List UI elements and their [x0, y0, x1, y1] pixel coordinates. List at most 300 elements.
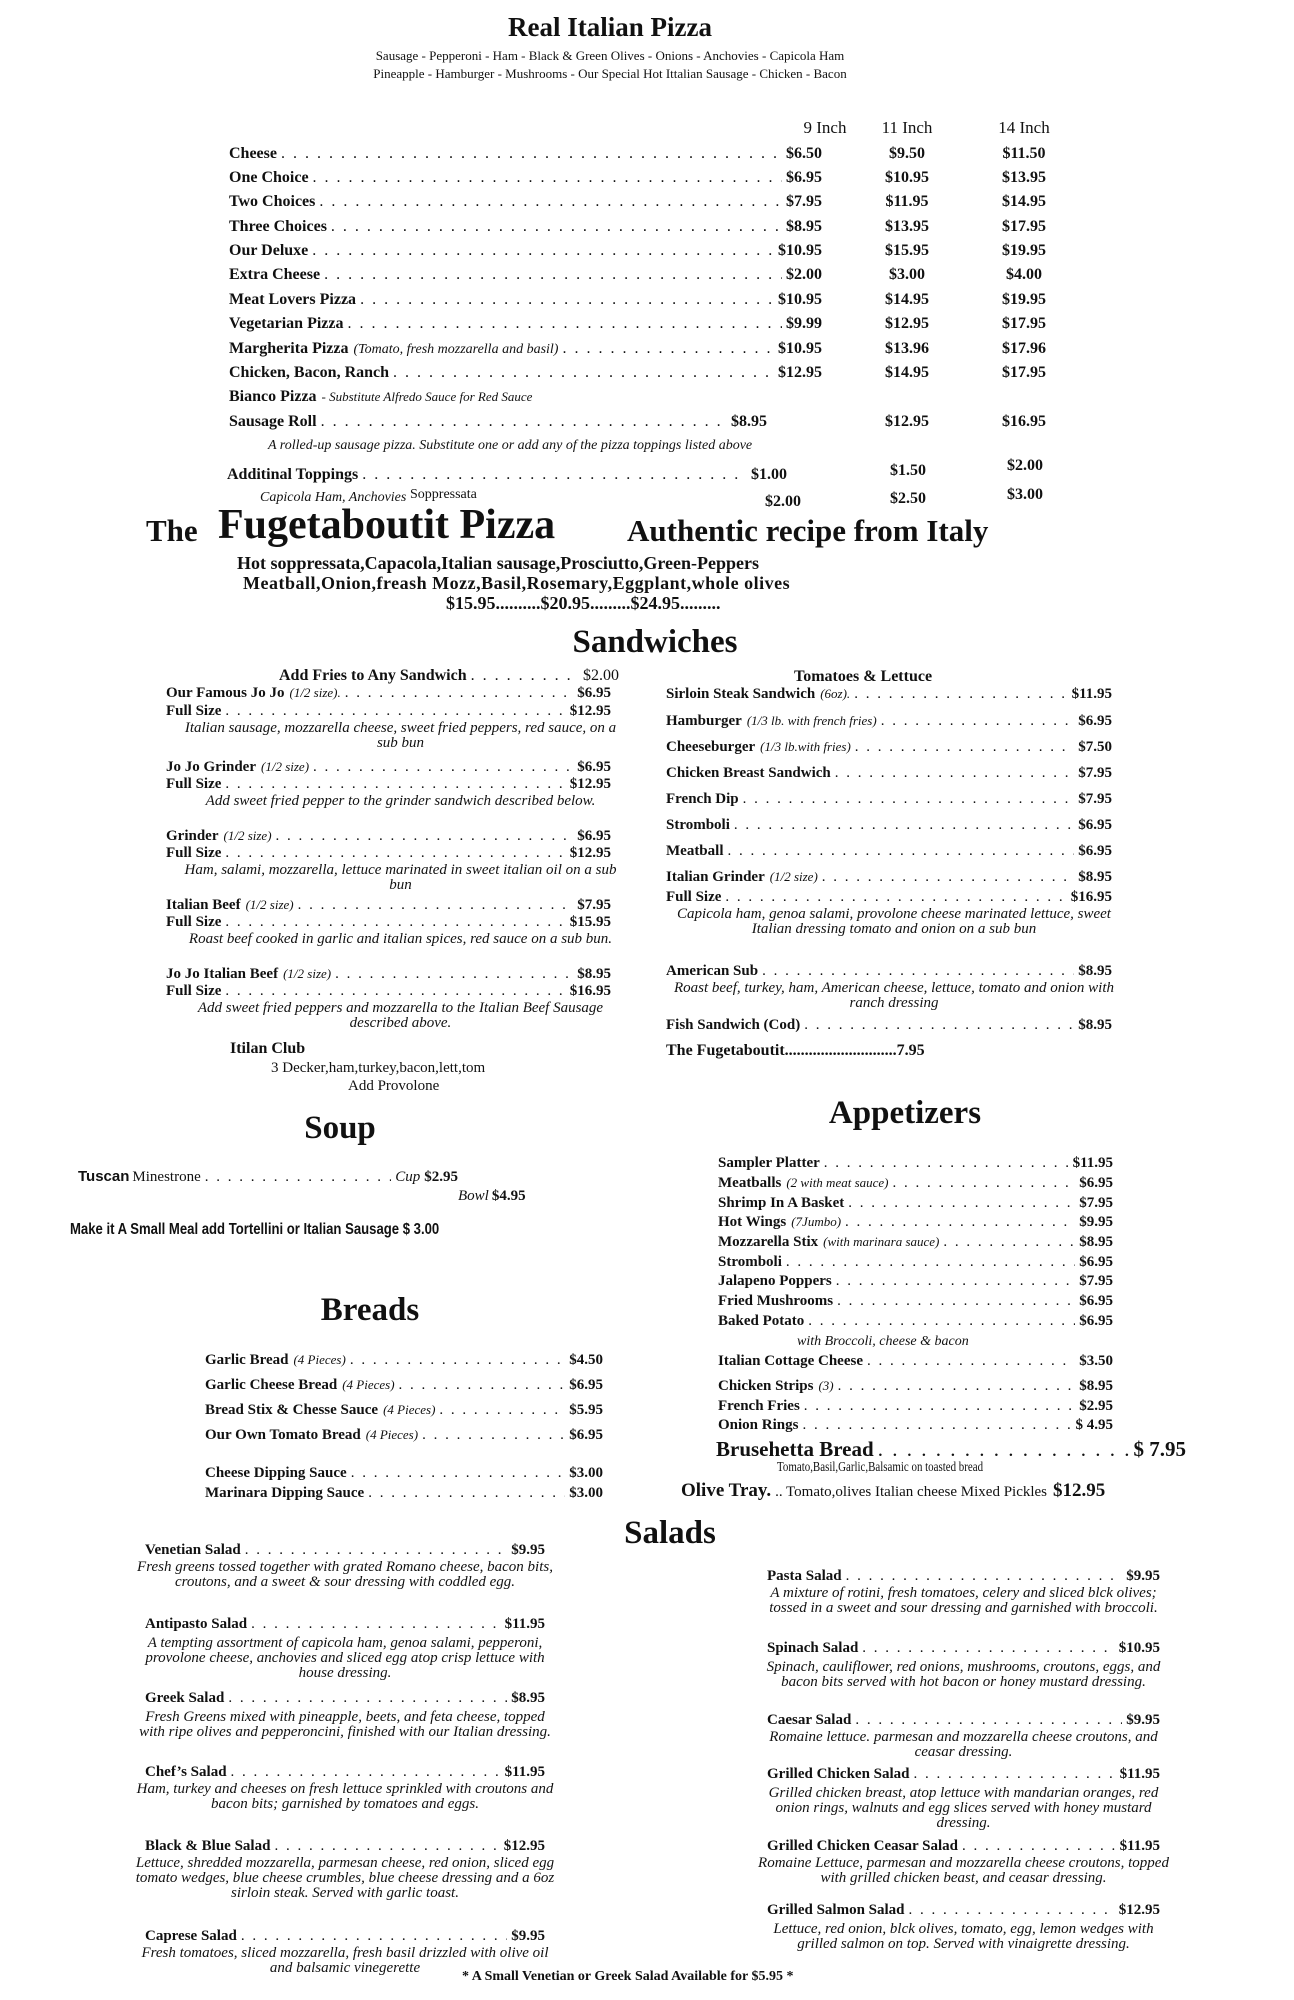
salad-footer-note: * A Small Venetian or Greek Salad Available for $5.95 *	[462, 1969, 794, 1984]
sandwich-row	[166, 845, 611, 862]
pizza-price: $14.95	[885, 291, 929, 308]
sandwich-row	[166, 983, 611, 1000]
olive-tray-desc: .. Tomato,olives Italian cheese Mixed Pickles	[775, 1484, 1048, 1500]
item-price: $6.95	[1079, 1175, 1113, 1191]
leader-dots	[893, 1175, 1076, 1192]
leader-dots	[848, 1195, 1075, 1212]
appetizer-row	[718, 1214, 1113, 1231]
sandwiches-title: Sandwiches	[572, 624, 738, 660]
leader-dots	[245, 1542, 508, 1559]
leader-dots	[471, 667, 579, 685]
pizza-price: $14.95	[885, 364, 929, 381]
item-price: $12.95	[1118, 1902, 1160, 1918]
sandwich-row	[666, 817, 1112, 834]
salad-row	[145, 1764, 545, 1781]
sandwich-description: Ham, salami, mozzarella, lettuce marinated in sweet italian oil on a sub bun	[184, 862, 617, 893]
item-name: Grilled Salmon Salad	[767, 1902, 905, 1918]
item-price: $12.95	[778, 364, 822, 381]
soup-title: Soup	[304, 1110, 376, 1146]
menu-title: Real Italian Pizza	[508, 12, 712, 42]
item-name: Our Famous Jo Jo	[166, 685, 285, 701]
appetizer-row	[718, 1234, 1113, 1251]
pizza-row	[229, 364, 822, 382]
leader-dots	[312, 242, 774, 260]
item-note: (1/3 lb. with french fries)	[746, 713, 877, 728]
item-price: $10.95	[778, 291, 822, 308]
item-name: Garlic Cheese Bread	[205, 1377, 338, 1393]
item-name: Grinder	[166, 828, 219, 844]
sausage-roll-desc: A rolled-up sausage pizza. Substitute one or add any of the pizza toppings listed above	[268, 438, 753, 453]
item-price: $11.95	[504, 1764, 545, 1780]
leader-dots	[225, 845, 565, 862]
item-price: $9.99	[786, 315, 822, 332]
item-name: French Dip	[666, 791, 739, 807]
baked-potato-desc: with Broccoli, cheese & bacon	[797, 1334, 969, 1349]
bianco-note: - Substitute Alfredo Sauce for Red Sauce	[321, 389, 533, 404]
sandwich-row	[166, 966, 611, 983]
item-price: $8.95	[577, 966, 611, 982]
leader-dots	[943, 1234, 1075, 1251]
pizza-size-header: 11 Inch	[881, 118, 933, 137]
appetizer-row	[718, 1378, 1113, 1395]
item-name: Full Size	[666, 889, 722, 905]
item-price: $8.95	[786, 218, 822, 235]
olive-tray-name: Olive Tray.	[681, 1480, 772, 1501]
item-price: $6.95	[1079, 1254, 1113, 1270]
leader-dots	[422, 1427, 565, 1444]
soup-cup-price: $2.95	[424, 1169, 458, 1185]
item-name: Sampler Platter	[718, 1155, 820, 1171]
item-name: Three Choices	[229, 218, 327, 235]
leader-dots	[743, 791, 1075, 808]
bruschetta-name: Brusehetta Bread	[716, 1437, 874, 1461]
leader-dots	[878, 1437, 1130, 1462]
premium-topping-price-14: $3.00	[1007, 486, 1043, 503]
soppressata-note: Soppressata	[410, 487, 477, 502]
soup-tuscan: Tuscan	[78, 1168, 130, 1185]
fugetaboutit-ingredients-2: Meatball,Onion,freash Mozz,Basil,Rosemary,Eggplant,whole olives	[243, 573, 791, 593]
item-name: Fish Sandwich (Cod)	[666, 1017, 801, 1033]
pizza-row	[229, 242, 822, 260]
item-name: Venetian Salad	[145, 1542, 241, 1558]
sandwich-row	[666, 739, 1112, 756]
bruschetta-price: $ 7.95	[1133, 1437, 1186, 1461]
item-name: Spinach Salad	[767, 1640, 859, 1656]
item-name: Italian Grinder	[666, 869, 765, 885]
add-fries-price: $2.00	[583, 667, 619, 684]
leader-dots	[862, 1640, 1114, 1657]
item-price: $16.95	[1070, 889, 1112, 905]
item-note: (4 Pieces)	[383, 1402, 436, 1417]
salad-description: Lettuce, shredded mozzarella, parmesan cheese, red onion, sliced egg tomato wedges, blue cheese crumbles, blue cheese dressing and a 6oz sirloin steak. Served with garlic toast.	[135, 1855, 555, 1901]
item-note: (Tomato, fresh mozzarella and basil)	[353, 342, 559, 357]
soup-cup-label: Cup	[395, 1169, 421, 1185]
item-note: (2 with meat sauce)	[786, 1175, 889, 1190]
item-price: $12.95	[569, 845, 611, 861]
item-price: $16.95	[569, 983, 611, 999]
leader-dots	[854, 686, 1067, 703]
item-note: (with marinara sauce)	[823, 1234, 940, 1249]
salad-description: A mixture of rotini, fresh tomatoes, celery and sliced blck olives; tossed in a sweet and sour dressing and garnished with broccoli.	[769, 1585, 1158, 1616]
leader-dots	[205, 1169, 392, 1186]
pizza-price: $13.95	[885, 218, 929, 235]
item-price: $6.50	[786, 145, 822, 162]
salad-row	[767, 1568, 1160, 1585]
item-note: (4 Pieces)	[365, 1427, 419, 1442]
pizza-size-header: 9 Inch	[803, 118, 847, 137]
item-name: Chicken Breast Sandwich	[666, 765, 831, 781]
leader-dots	[562, 340, 774, 358]
item-note: (1/2 size)	[769, 869, 818, 884]
soup-row	[78, 1168, 458, 1186]
item-name: Extra Cheese	[229, 266, 321, 283]
appetizer-row	[718, 1254, 1113, 1271]
leader-dots	[838, 1378, 1076, 1395]
item-name: Meatballs	[718, 1175, 782, 1191]
salad-description: Romaine lettuce. parmesan and mozzarella cheese croutons, and ceasar dressing.	[769, 1729, 1158, 1760]
item-price: $8.95	[1078, 869, 1112, 885]
fugetaboutit-prices: $15.95..........$20.95.........$24.95.........	[446, 593, 721, 613]
item-price: $10.95	[778, 340, 822, 357]
appetizer-row	[718, 1273, 1113, 1290]
item-price: $6.95	[1078, 843, 1112, 859]
pizza-price: $3.00	[889, 266, 925, 283]
item-note: (4 Pieces)	[342, 1377, 395, 1392]
salad-row	[767, 1640, 1160, 1657]
salads-title: Salads	[624, 1515, 716, 1551]
sausage-roll-price-9: $8.95	[731, 413, 767, 430]
sandwich-description: Roast beef, turkey, ham, American cheese, lettuce, tomato and onion with ranch dressing	[673, 980, 1115, 1011]
itilan-club-line-1: 3 Decker,ham,turkey,bacon,lett,tom	[271, 1060, 486, 1076]
pizza-row	[229, 193, 822, 211]
bianco-pizza	[229, 388, 532, 406]
sausage-roll-row	[229, 413, 767, 431]
item-price: $9.95	[1079, 1214, 1113, 1230]
item-name: Our Deluxe	[229, 242, 309, 259]
leader-dots	[274, 1838, 499, 1855]
add-fries-label: Add Fries to Any Sandwich	[279, 667, 467, 684]
item-name: Full Size	[166, 845, 222, 861]
sandwich-description: Add sweet fried peppers and mozzarella to the Italian Beef Sausage described above.	[197, 1000, 604, 1031]
item-name: Cheeseburger	[666, 739, 756, 755]
salad-row	[145, 1542, 545, 1559]
leader-dots	[855, 1712, 1122, 1729]
item-price: $6.95	[577, 759, 611, 775]
sandwich-row	[666, 791, 1112, 808]
leader-dots	[808, 1313, 1075, 1330]
bianco-name: Bianco Pizza	[229, 388, 317, 405]
pizza-price: $13.95	[1002, 169, 1046, 186]
item-price: $6.95	[1079, 1293, 1113, 1309]
leader-dots	[962, 1838, 1116, 1855]
salad-description: Fresh tomatoes, sliced mozzarella, fresh basil drizzled with olive oil and balsamic vinegerette	[141, 1945, 549, 1976]
leader-dots	[281, 145, 782, 163]
leader-dots	[881, 713, 1075, 730]
salad-description: Fresh Greens mixed with pineapple, beets, and feta cheese, topped with ripe olives and pepperoncini, finished with our Italian dressing.	[139, 1709, 551, 1740]
leader-dots	[313, 169, 782, 187]
leader-dots	[319, 193, 782, 211]
soup-bowl-label: Bowl	[458, 1188, 489, 1204]
leader-dots	[909, 1902, 1115, 1919]
pizza-price: $11.50	[1002, 145, 1046, 162]
salad-row	[145, 1690, 545, 1707]
appetizer-row	[718, 1195, 1113, 1212]
item-price: $6.95	[569, 1377, 603, 1393]
sandwich-row	[166, 828, 611, 845]
item-price: $6.95	[1078, 817, 1112, 833]
item-name: Vegetarian Pizza	[229, 315, 344, 332]
item-price: $8.95	[1079, 1378, 1113, 1394]
pizza-price: $19.95	[1002, 291, 1046, 308]
leader-dots	[845, 1214, 1075, 1231]
item-name: Baked Potato	[718, 1313, 805, 1329]
additional-toppings-name: Additinal Toppings	[227, 466, 359, 483]
item-price: $6.95	[1079, 1313, 1113, 1329]
leader-dots	[298, 897, 574, 914]
item-price: $9.95	[1126, 1568, 1160, 1584]
pizza-price: $9.50	[889, 145, 925, 162]
bread-row	[205, 1377, 603, 1394]
sandwich-row	[166, 776, 611, 793]
leader-dots	[347, 315, 782, 333]
appetizer-row	[718, 1313, 1113, 1330]
item-name: Jo Jo Grinder	[166, 759, 256, 775]
leader-dots	[231, 1764, 501, 1781]
sandwich-row	[666, 1017, 1112, 1034]
item-name: Full Size	[166, 703, 222, 719]
item-price: $12.95	[503, 1838, 545, 1854]
item-price: $7.95	[1079, 1273, 1113, 1289]
item-name: Jo Jo Italian Beef	[166, 966, 279, 982]
item-price: $15.95	[569, 914, 611, 930]
leader-dots	[313, 759, 573, 776]
leader-dots	[837, 1293, 1075, 1310]
fugetaboutit-tagline: Authentic recipe from Italy	[627, 513, 989, 548]
pizza-row	[229, 266, 822, 284]
leader-dots	[439, 1402, 565, 1419]
item-price: $8.95	[1079, 1234, 1113, 1250]
item-name: Hamburger	[666, 713, 742, 729]
leader-dots	[225, 983, 565, 1000]
item-note: (6oz).	[820, 686, 851, 701]
item-note: (1/2 size)	[245, 897, 294, 912]
item-name: American Sub	[666, 963, 759, 979]
leader-dots	[824, 1155, 1069, 1172]
leader-dots	[228, 1690, 507, 1707]
leader-dots	[345, 685, 573, 702]
itilan-club-line-2: Add Provolone	[348, 1078, 440, 1094]
pizza-price: $4.00	[1006, 266, 1042, 283]
leader-dots	[225, 914, 565, 931]
leader-dots	[802, 1417, 1071, 1434]
item-price: $12.95	[569, 776, 611, 792]
appetizer-row	[718, 1417, 1113, 1434]
item-price: $11.95	[1119, 1838, 1160, 1854]
item-name: Chicken, Bacon, Ranch	[229, 364, 390, 381]
leader-dots	[360, 291, 774, 309]
leader-dots	[855, 739, 1074, 756]
item-price: $ 4.95	[1075, 1417, 1113, 1433]
leader-dots	[762, 963, 1074, 980]
toppings-line-1: Sausage - Pepperoni - Ham - Black & Green Olives - Onions - Anchovies - Capicola Ham	[375, 48, 845, 63]
bread-row	[205, 1485, 603, 1502]
item-price: $8.95	[1078, 963, 1112, 979]
item-name: Meatball	[666, 843, 724, 859]
fugetaboutit-sandwich: The Fugetaboutit............................7.95	[666, 1042, 925, 1059]
item-name: Stromboli	[718, 1254, 782, 1270]
pizza-price: $17.95	[1002, 218, 1046, 235]
leader-dots	[251, 1616, 500, 1633]
sandwich-row	[166, 897, 611, 914]
olive-tray-row	[681, 1480, 1105, 1502]
item-price: $10.95	[1118, 1640, 1160, 1656]
item-price: $9.95	[511, 1542, 545, 1558]
item-price: $3.00	[569, 1485, 603, 1501]
leader-dots	[276, 828, 574, 845]
item-name: Italian Cottage Cheese	[718, 1353, 863, 1369]
toppings-line-2: Pineapple - Hamburger - Mushrooms - Our Special Hot Ittalian Sausage - Chicken - Bacon	[373, 66, 847, 81]
sandwich-row	[666, 889, 1112, 906]
fugetaboutit-ingredients-1: Hot soppressata,Capacola,Italian sausage,Prosciutto,Green-Peppers	[237, 553, 759, 573]
item-note: (4 Pieces)	[293, 1352, 346, 1367]
item-price: $7.95	[786, 193, 822, 210]
item-name: French Fries	[718, 1398, 800, 1414]
item-name: Black & Blue Salad	[145, 1838, 271, 1854]
item-price: $6.95	[786, 169, 822, 186]
item-price: $11.95	[504, 1616, 545, 1632]
item-name: Mozzarella Stix	[718, 1234, 819, 1250]
item-name: Garlic Bread	[205, 1352, 289, 1368]
item-price: $6.95	[1078, 713, 1112, 729]
item-price: $2.00	[786, 266, 822, 283]
item-name: Stromboli	[666, 817, 730, 833]
leader-dots	[786, 1254, 1075, 1271]
sandwich-row	[666, 869, 1112, 886]
pizza-price: $14.95	[1002, 193, 1046, 210]
appetizer-row	[718, 1398, 1113, 1415]
item-note: (1/2 size)	[223, 828, 272, 843]
salad-row	[767, 1766, 1160, 1783]
item-note: (3)	[818, 1378, 834, 1393]
pizza-row	[229, 218, 822, 236]
item-price: $7.95	[1078, 765, 1112, 781]
itilan-club-name: Itilan Club	[230, 1040, 306, 1057]
leader-dots	[350, 1352, 565, 1369]
sandwich-row	[166, 759, 611, 776]
item-name: Grilled Chicken Salad	[767, 1766, 910, 1782]
salad-description: Romaine Lettuce, parmesan and mozzarella cheese croutons, topped with grilled chicken beast, and ceasar dressing.	[758, 1855, 1169, 1886]
additional-toppings-price-14: $2.00	[1007, 457, 1043, 474]
olive-tray-price: $12.95	[1053, 1480, 1106, 1501]
item-price: $7.95	[1079, 1195, 1113, 1211]
leader-dots	[846, 1568, 1123, 1585]
item-name: Onion Rings	[718, 1417, 799, 1433]
sandwich-row	[666, 713, 1112, 730]
item-price: $3.00	[569, 1465, 603, 1481]
item-name: Chef’s Salad	[145, 1764, 227, 1780]
fugetaboutit-name: Fugetaboutit Pizza	[218, 502, 556, 548]
item-price: $7.50	[1078, 739, 1112, 755]
item-price: $2.95	[1079, 1398, 1113, 1414]
leader-dots	[335, 966, 573, 983]
bread-row	[205, 1427, 603, 1444]
leader-dots	[225, 703, 565, 720]
item-name: Caprese Salad	[145, 1928, 237, 1944]
leader-dots	[399, 1377, 566, 1394]
item-name: Full Size	[166, 914, 222, 930]
leader-dots	[728, 843, 1075, 860]
item-name: Hot Wings	[718, 1214, 787, 1230]
soup-name: Minestrone	[132, 1169, 201, 1185]
bread-row	[205, 1402, 603, 1419]
item-price: $7.95	[577, 897, 611, 913]
bruschetta-row	[716, 1437, 1186, 1462]
sandwich-description: Add sweet fried pepper to the grinder sandwich described below.	[205, 793, 596, 809]
item-price: $6.95	[569, 1427, 603, 1443]
pizza-row	[229, 340, 822, 358]
salad-description: Grilled chicken breast, atop lettuce with mandarian oranges, red onion rings, walnuts and egg slices served with honey mustard dressing.	[768, 1785, 1159, 1831]
leader-dots	[734, 817, 1074, 834]
bread-row	[205, 1352, 603, 1369]
pizza-price: $15.95	[885, 242, 929, 259]
item-name: Sirloin Steak Sandwich	[666, 686, 816, 702]
item-note: (1/3 lb.with fries)	[760, 739, 851, 754]
pizza-price: $17.95	[1002, 364, 1046, 381]
additional-toppings-price-9: $1.00	[751, 466, 787, 483]
leader-dots	[368, 1485, 565, 1502]
tomatoes-lettuce: Tomatoes & Lettuce	[794, 668, 933, 685]
item-name: Cheese Dipping Sauce	[205, 1465, 347, 1481]
sandwich-row	[166, 685, 611, 702]
item-name: Chicken Strips	[718, 1378, 814, 1394]
add-fries-row	[279, 667, 619, 685]
salad-row	[767, 1838, 1160, 1855]
sandwich-row	[666, 843, 1112, 860]
pizza-price: $17.95	[1002, 315, 1046, 332]
appetizer-row	[718, 1175, 1113, 1192]
item-price: $4.50	[569, 1352, 603, 1368]
salad-description: A tempting assortment of capicola ham, genoa salami, pepperoni, provolone cheese, anchovies and sliced egg atop crisp lettuce with house dressing.	[145, 1635, 545, 1681]
sandwich-row	[166, 703, 611, 720]
item-name: Meat Lovers Pizza	[229, 291, 357, 308]
item-name: Shrimp In A Basket	[718, 1195, 845, 1211]
sandwich-description: Italian sausage, mozzarella cheese, sweet fried peppers, red sauce, on a sub bun	[184, 720, 617, 751]
leader-dots	[725, 889, 1066, 906]
salad-row	[767, 1712, 1160, 1729]
item-price: $7.95	[1078, 791, 1112, 807]
item-name: Caesar Salad	[767, 1712, 852, 1728]
pizza-price: $19.95	[1002, 242, 1046, 259]
item-price: $12.95	[569, 703, 611, 719]
appetizer-row	[718, 1155, 1113, 1172]
item-note: (1/2 size)	[283, 966, 332, 981]
sandwich-description: Capicola ham, genoa salami, provolone cheese marinated lettuce, sweet Italian dressing tomato and onion on a sub bun	[677, 906, 1111, 937]
item-name: Greek Salad	[145, 1690, 225, 1706]
appetizer-row	[718, 1353, 1113, 1370]
salad-description: Spinach, cauliflower, red onions, mushrooms, croutons, eggs, and bacon bits served with hot bacon or honey mustard dressing.	[766, 1659, 1161, 1690]
sandwich-row	[666, 963, 1112, 980]
pizza-row	[229, 169, 822, 187]
leader-dots	[804, 1398, 1075, 1415]
item-name: Fried Mushrooms	[718, 1293, 834, 1309]
item-name: Full Size	[166, 983, 222, 999]
leader-dots	[867, 1353, 1075, 1370]
premium-topping-price-9: $2.00	[765, 493, 801, 510]
bread-row	[205, 1465, 603, 1482]
item-price: $6.95	[577, 828, 611, 844]
sausage-roll-name: Sausage Roll	[229, 413, 317, 430]
pizza-row	[229, 145, 822, 163]
